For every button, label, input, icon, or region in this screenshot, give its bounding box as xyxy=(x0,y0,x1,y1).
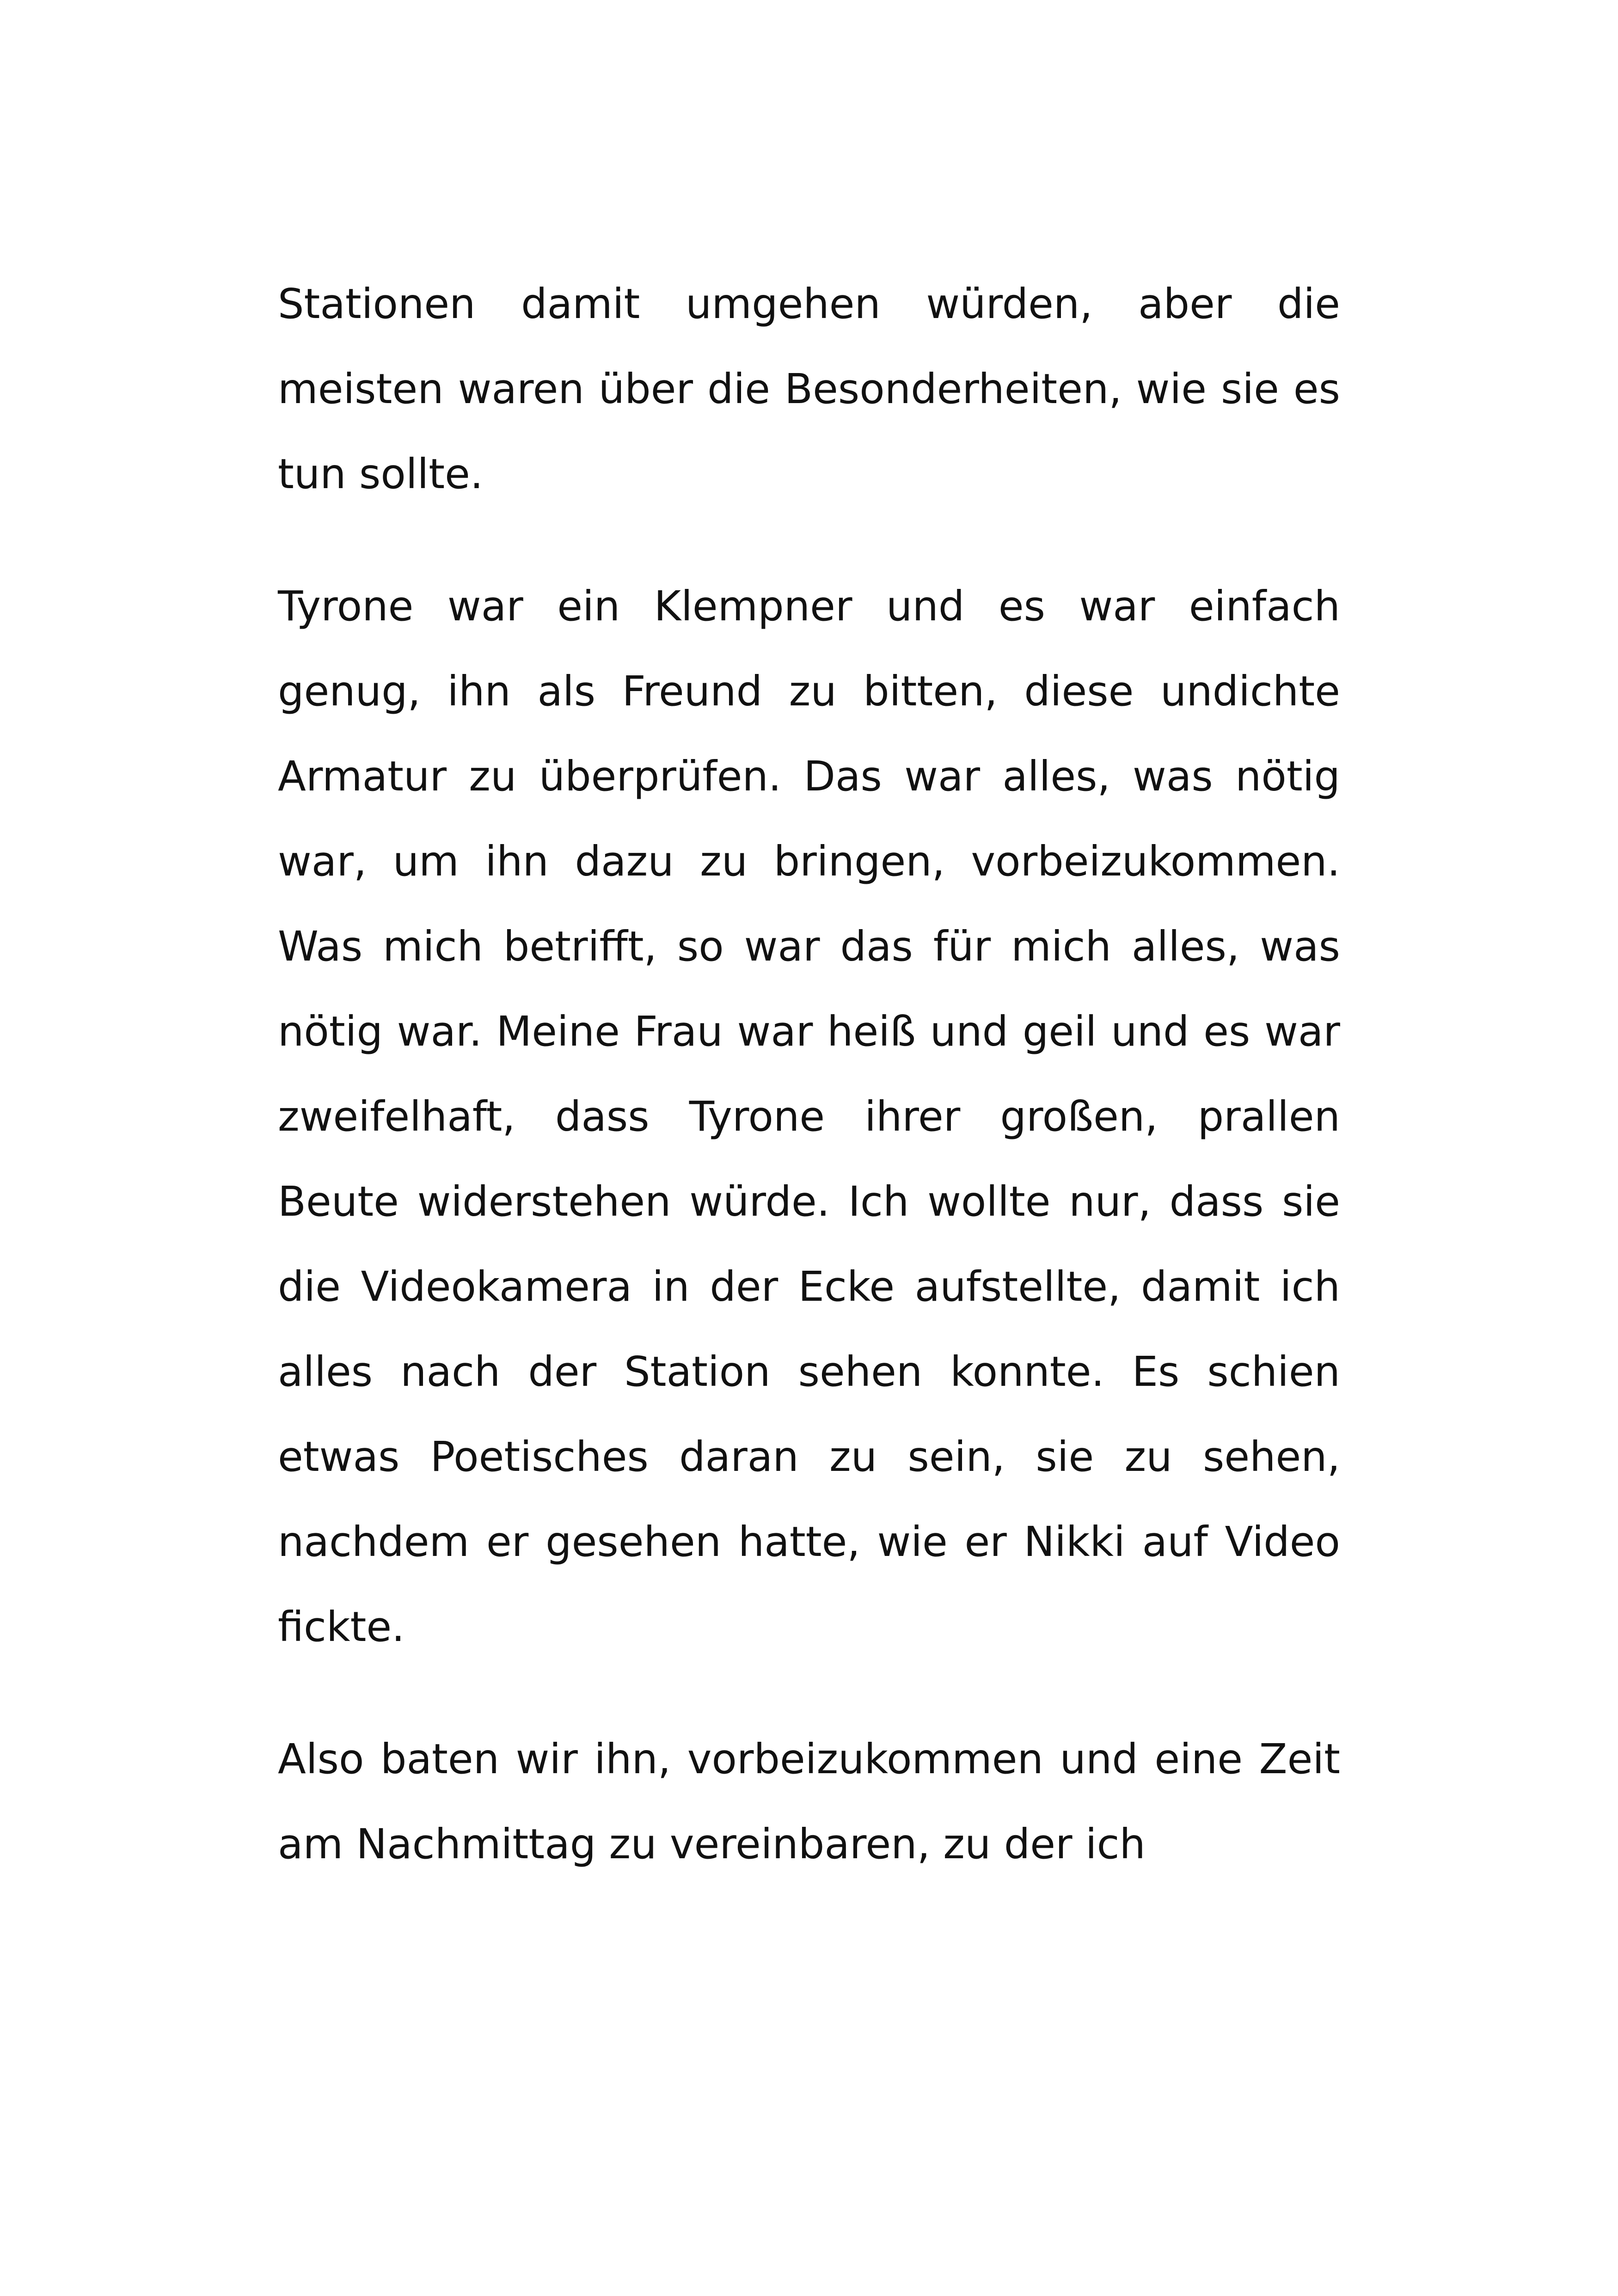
body-text xyxy=(278,261,1340,1886)
paragraph-1: Stationen damit umgehen würden, aber die meisten waren über die Besonderheiten, wie sie es tun sollte. xyxy=(278,280,1340,498)
paragraph-2: Tyrone war ein Klempner und es war einfach genug, ihn als Freund zu bitten, diese undichte Armatur zu überprüfen. Das war alles, was nötig war, um ihn dazu zu bringen, vorbeizukommen. Was mich betrifft, so war das für mich alles, was nötig war. Meine Frau war heiß und geil und es war zweifelhaft, dass Tyrone ihrer großen, prallen Beute widerstehen würde. Ich wollte nur, dass sie die Videokamera in der Ecke aufstellte, damit ich alles nach der Station sehen konnte. Es schien etwas Poetisches daran zu sein, sie zu sehen, nachdem er gesehen hatte, wie er Nikki auf Video fickte. xyxy=(278,582,1340,1651)
paragraph-3: Also baten wir ihn, vorbeizukommen und eine Zeit am Nachmittag zu vereinbaren, zu der ich xyxy=(278,1735,1340,1868)
